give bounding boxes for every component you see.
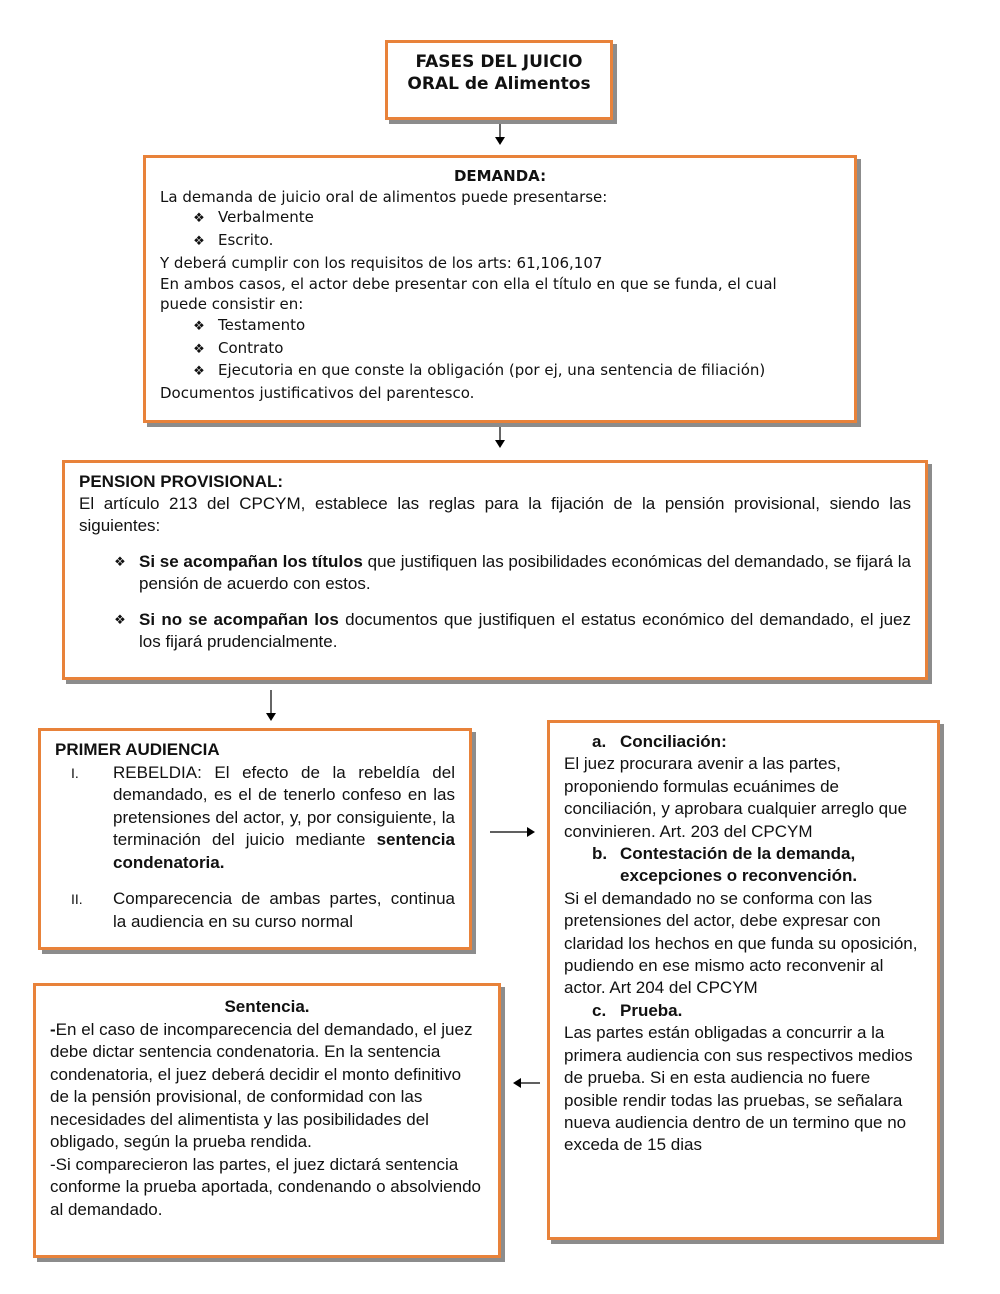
title-line2: ORAL de Alimentos (407, 74, 591, 94)
pension-heading: PENSION PROVISIONAL: (79, 472, 284, 491)
diamond-bullet-icon: ❖ (193, 318, 205, 334)
diamond-bullet-icon: ❖ (193, 211, 205, 227)
pension-rules-list (79, 551, 911, 653)
sentencia-p1: -En el caso de incomparecencia del demandado, el juez debe dictar sentencia condenatoria. En la sentencia condenatoria, el juez deberá decidir el monto definitivo de la pensión provisional, de conformidad con las necesidades del alimentista y las posibilidades del obligado, según la prueba rendida. (50, 1019, 473, 1151)
demanda-forms-list (160, 207, 840, 252)
list-item: ❖ Verbalmente (160, 207, 840, 230)
conciliacion-text: El juez procurara avenir a las partes, proponiendo formulas ecuánimes de conciliación, y aprobara cualquier arreglo que convinieren. Art. 203 del CPCYM (564, 754, 908, 841)
etapas-box (547, 720, 940, 1240)
demanda-intro: La demanda de juicio oral de alimentos puede presentarse: (160, 187, 608, 206)
list-item: I. REBELDIA: El efecto de la rebeldía del demandado, es el de tenerlo confeso en las pretensiones del actor, y, por consiguiente, la terminación del juicio mediante sentencia condenatoria. (71, 762, 455, 872)
demanda-requisitos: Y deberá cumplir con los requisitos de los arts: 61,106,107 (160, 253, 603, 272)
contestacion-title: b. Contestación de la demanda, (592, 844, 856, 864)
contestacion-text: Si el demandado no se conforma con las pretensiones del actor, debe expresar con claridad los hechos en que funda su oposición, pudiendo en ese mismo acto reconvenir al actor. Art 204 del CPCYM (564, 888, 918, 998)
conciliacion-title: a. Conciliación: (592, 732, 727, 751)
audiencia-box (38, 728, 472, 950)
title-box (385, 40, 613, 120)
demanda-titulo-line2: puede consistir en: (160, 295, 304, 314)
arrow-pension-to-audiencia (261, 690, 281, 724)
pension-box (62, 460, 928, 680)
pension-intro: El artículo 213 del CPCYM, establece las reglas para la fijación de la pensión provisional, siendo las siguientes: (79, 494, 911, 535)
prueba-title: c. Prueba. (592, 1000, 683, 1020)
demanda-heading: DEMANDA: (453, 167, 547, 185)
list-item: ❖ Contrato (160, 338, 840, 361)
list-item: II. Comparecencia de ambas partes, continua la audiencia en su curso normal (71, 889, 455, 931)
list-item: ❖ Si no se acompañan los documentos que justifiquen el estatus económico del demandado, el juez los fijará prudencialmente. (79, 609, 911, 653)
sentencia-p2: -Si comparecieron las partes, el juez dictará sentencia conforme la prueba aportada, condenando o absolviendo al demandado. (50, 1154, 481, 1219)
demanda-footer: Documentos justificativos del parentesco. (160, 384, 475, 403)
arrow-demanda-to-pension (490, 427, 510, 451)
demanda-box (143, 155, 857, 423)
arrow-audiencia-to-etapas (490, 822, 538, 842)
list-item: ❖ Ejecutoria en que conste la obligación (por ej, una sentencia de filiación) (160, 360, 840, 383)
sentencia-box (33, 983, 501, 1258)
diamond-bullet-icon: ❖ (193, 234, 205, 250)
diamond-bullet-icon: ❖ (114, 612, 126, 627)
list-item: ❖ Si se acompañan los títulos que justifiquen las posibilidades económicas del demandado, se fijará la pensión de acuerdo con estos. (79, 551, 911, 595)
sentencia-heading: Sentencia. (224, 997, 310, 1016)
audiencia-list (55, 762, 455, 934)
title-line1: FASES DEL JUICIO (415, 52, 583, 72)
contestacion-title-line2: excepciones o reconvención. (620, 866, 858, 886)
audiencia-heading: PRIMER AUDIENCIA (55, 740, 220, 759)
arrow-title-to-demanda (490, 124, 510, 148)
list-item: ❖ Escrito. (160, 230, 840, 253)
demanda-titulos-list (160, 315, 840, 383)
arrow-etapas-to-sentencia (512, 1073, 542, 1093)
diamond-bullet-icon: ❖ (193, 341, 205, 357)
diamond-bullet-icon: ❖ (193, 364, 205, 380)
demanda-titulo-line1: En ambos casos, el actor debe presentar con ella el título en que se funda, el cual (160, 274, 777, 293)
prueba-text: Las partes están obligadas a concurrir a la primera audiencia con sus respectivos medios de prueba. Si en esta audiencia no fuere posible rendir todas las pruebas, se señalara nueva audiencia dentro de un termino que no exceda de 15 dias (564, 1023, 913, 1155)
list-item: ❖ Testamento (160, 315, 840, 338)
diamond-bullet-icon: ❖ (114, 554, 126, 569)
